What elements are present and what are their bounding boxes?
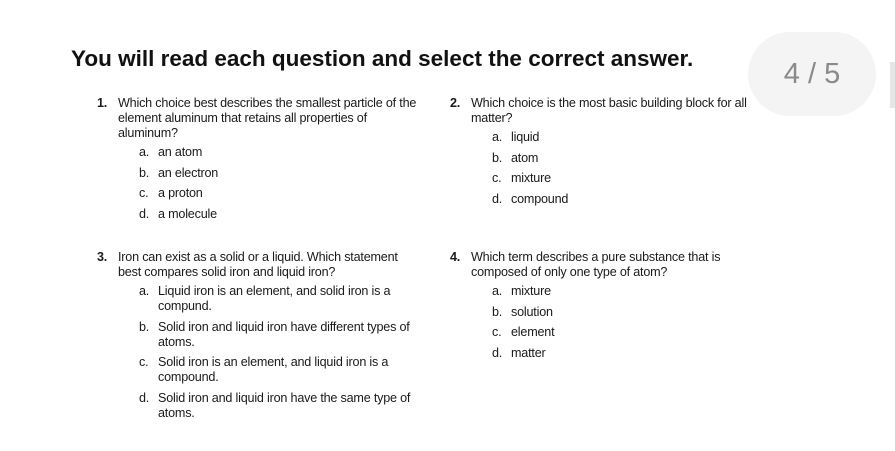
answer-option-b[interactable] [139, 166, 417, 181]
question-2 [450, 96, 780, 212]
option-text: a molecule [158, 206, 217, 221]
answer-option-b[interactable] [492, 151, 780, 166]
option-text: mixture [511, 171, 551, 185]
page-indicator: 4 / 5 [748, 32, 876, 116]
option-letter: c. [492, 171, 502, 185]
question-1 [97, 96, 417, 227]
answer-option-b[interactable] [139, 320, 415, 350]
question-number: 4. [450, 250, 461, 264]
option-text: a proton [158, 186, 203, 200]
option-letter: b. [139, 319, 150, 334]
question-text: Which choice best describes the smallest particle of the element aluminum that retains all properties of aluminum? [118, 96, 417, 140]
option-letter: d. [492, 345, 503, 360]
question-number: 1. [97, 96, 108, 110]
option-letter: a. [492, 284, 503, 298]
option-text: atom [511, 150, 539, 165]
option-text: Solid iron is an element, and liquid iron is a compound. [158, 355, 389, 384]
option-letter: c. [139, 186, 149, 200]
question-text: Which choice is the most basic building block for all matter? [471, 96, 747, 125]
question-4 [450, 250, 780, 366]
option-letter: b. [139, 165, 150, 180]
answer-option-a[interactable] [139, 145, 417, 160]
answer-option-d[interactable] [139, 391, 415, 421]
answer-option-b[interactable] [492, 305, 780, 320]
scroll-edge [890, 62, 895, 108]
answer-option-a[interactable] [492, 130, 780, 145]
answer-option-d[interactable] [492, 192, 780, 207]
option-text: Solid iron and liquid iron have the same type of atoms. [158, 390, 411, 420]
answer-options [450, 130, 780, 207]
option-letter: b. [492, 150, 503, 165]
option-text: Liquid iron is an element, and solid iron is a compund. [158, 284, 391, 313]
question-text: Which term describes a pure substance that is composed of only one type of atom? [471, 250, 721, 279]
option-text: Solid iron and liquid iron have different types of atoms. [158, 319, 410, 349]
option-text: an electron [158, 165, 219, 180]
answer-option-d[interactable] [139, 207, 417, 222]
option-letter: d. [139, 390, 150, 405]
answer-option-a[interactable] [139, 284, 415, 314]
option-letter: d. [492, 191, 503, 206]
answer-option-d[interactable] [492, 346, 780, 361]
option-text: element [511, 325, 555, 339]
option-text: an atom [158, 145, 203, 159]
option-text: solution [511, 304, 553, 319]
answer-option-c[interactable] [139, 355, 415, 385]
option-text: liquid [511, 130, 540, 144]
option-letter: a. [139, 145, 150, 159]
option-text: compound [511, 191, 569, 206]
option-letter: b. [492, 304, 503, 319]
option-letter: c. [492, 325, 502, 339]
page-title: You will read each question and select the correct answer. [71, 46, 694, 71]
option-letter: a. [492, 130, 503, 144]
question-text: Iron can exist as a solid or a liquid. Which statement best compares solid iron and liquid iron? [118, 250, 398, 279]
answer-option-a[interactable] [492, 284, 780, 299]
option-text: mixture [511, 284, 551, 298]
answer-options [450, 284, 780, 361]
answer-option-c[interactable] [492, 325, 780, 340]
answer-option-c[interactable] [139, 186, 417, 201]
answer-options [97, 284, 427, 421]
answer-option-c[interactable] [492, 171, 780, 186]
option-letter: a. [139, 284, 150, 298]
question-number: 2. [450, 96, 461, 110]
question-number: 3. [97, 250, 108, 264]
option-text: matter [511, 345, 546, 360]
question-3 [97, 250, 427, 426]
answer-options [97, 145, 417, 222]
option-letter: d. [139, 206, 150, 221]
option-letter: c. [139, 355, 149, 369]
